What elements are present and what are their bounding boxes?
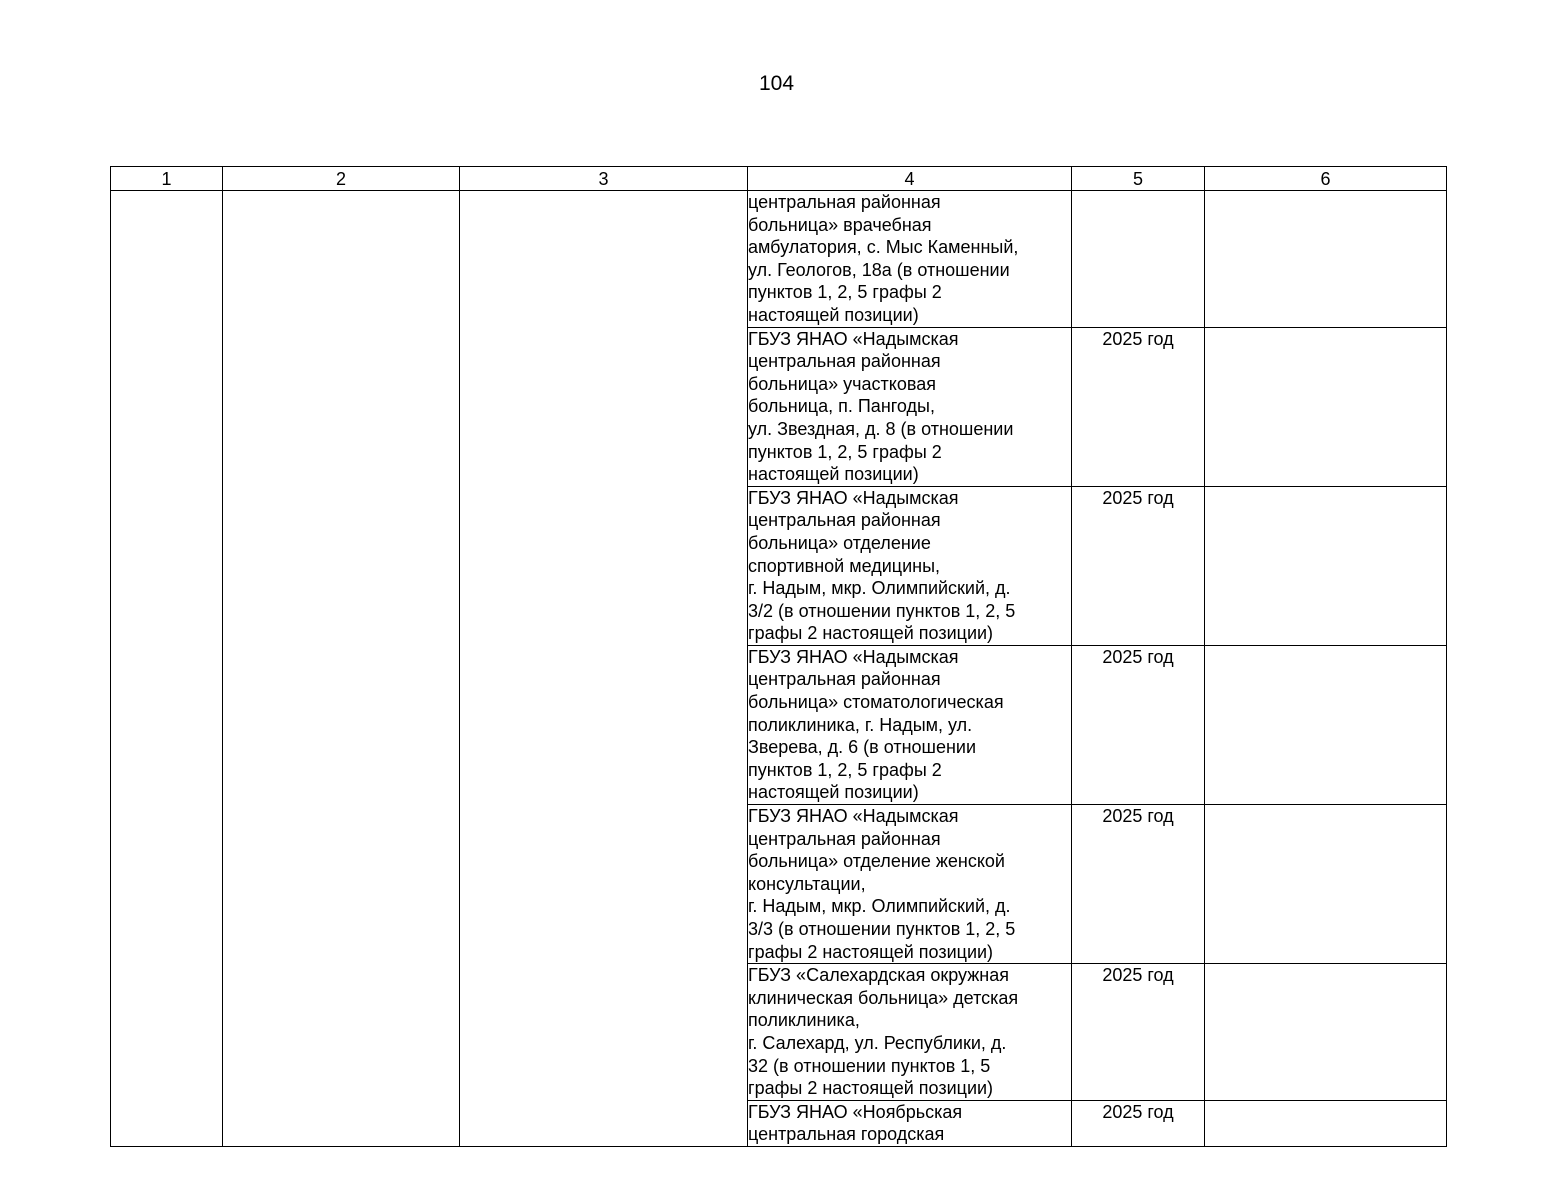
cell-facility: ГБУЗ ЯНАО «Надымская центральная районная больница» участковая больница, п. Пангоды, ул. Звездная, д. 8 (в отношении пунктов 1, 2, 5 графы 2 настоящей позиции) (748, 327, 1072, 486)
column-header-5: 5 (1072, 167, 1205, 191)
cell-col2-merged (223, 191, 460, 1147)
cell-col3-merged (460, 191, 748, 1147)
cell-year: 2025 год (1072, 805, 1205, 964)
cell-facility: ГБУЗ ЯНАО «Надымская центральная районная больница» стоматологическая поликлиника, г. Надым, ул. Зверева, д. 6 (в отношении пунктов 1, 2, 5 графы 2 настоящей позиции) (748, 645, 1072, 804)
page-number: 104 (758, 72, 795, 95)
cell-col6 (1205, 486, 1447, 645)
column-header-3: 3 (460, 167, 748, 191)
cell-year: 2025 год (1072, 964, 1205, 1101)
cell-col6 (1205, 805, 1447, 964)
cell-col6 (1205, 964, 1447, 1101)
cell-year: 2025 год (1072, 1100, 1205, 1146)
cell-facility: ГБУЗ ЯНАО «Надымская центральная районная больница» отделение женской консультации, г. Надым, мкр. Олимпийский, д. 3/3 (в отношении пунктов 1, 2, 5 графы 2 настоящей позиции) (748, 805, 1072, 964)
cell-col6 (1205, 1100, 1447, 1146)
cell-facility: ГБУЗ «Салехардская окружная клиническая больница» детская поликлиника, г. Салехард, ул. Республики, д. 32 (в отношении пунктов 1, 5 графы 2 настоящей позиции) (748, 964, 1072, 1101)
cell-year: 2025 год (1072, 486, 1205, 645)
cell-year: 2025 год (1072, 645, 1205, 804)
cell-year (1072, 191, 1205, 328)
cell-col6 (1205, 327, 1447, 486)
document-table (110, 166, 1447, 1147)
column-header-1: 1 (111, 167, 223, 191)
cell-year: 2025 год (1072, 327, 1205, 486)
cell-col6 (1205, 645, 1447, 804)
column-header-6: 6 (1205, 167, 1447, 191)
table-header-row (111, 167, 1447, 191)
column-header-2: 2 (223, 167, 460, 191)
cell-facility: центральная районная больница» врачебная амбулатория, с. Мыс Каменный, ул. Геологов, 18а (в отношении пунктов 1, 2, 5 графы 2 настоящей позиции) (748, 191, 1072, 328)
column-header-4: 4 (748, 167, 1072, 191)
cell-col6 (1205, 191, 1447, 328)
table-row (111, 191, 1447, 328)
cell-facility: ГБУЗ ЯНАО «Ноябрьская центральная городская (748, 1100, 1072, 1146)
cell-col1-merged (111, 191, 223, 1147)
cell-facility: ГБУЗ ЯНАО «Надымская центральная районная больница» отделение спортивной медицины, г. Надым, мкр. Олимпийский, д. 3/2 (в отношении пунктов 1, 2, 5 графы 2 настоящей позиции) (748, 486, 1072, 645)
